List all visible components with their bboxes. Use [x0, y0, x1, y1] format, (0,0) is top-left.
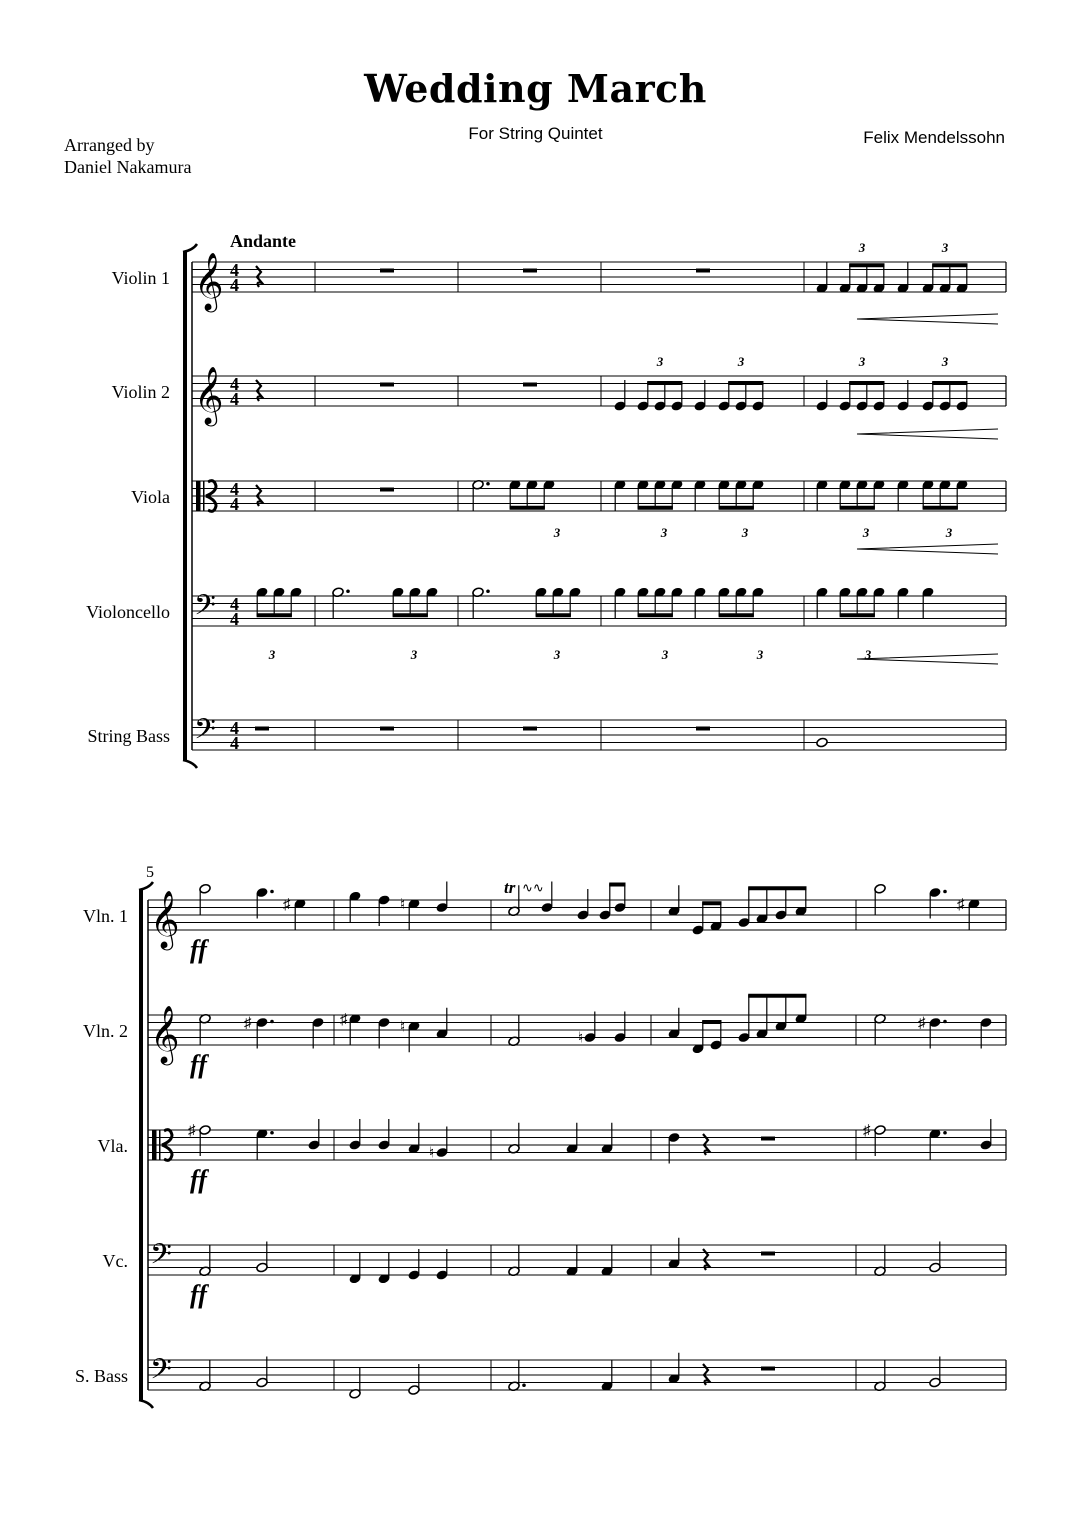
- dynamic-fortissimo: ff: [190, 1280, 207, 1309]
- tuplet-number: 3: [737, 354, 745, 369]
- treble-clef: 𝄞: [194, 367, 224, 423]
- measure-number: 5: [146, 864, 154, 881]
- instrument-label-system1: Violin 1: [111, 268, 170, 288]
- beam: [923, 506, 958, 510]
- time-signature-top: 4: [230, 374, 239, 394]
- tuplet-number: 3: [660, 525, 668, 540]
- sharp-sign: ♯: [188, 1123, 196, 1139]
- sharp-sign: ♯: [863, 1123, 871, 1139]
- treble-clef: 𝄞: [150, 891, 180, 947]
- dynamic-fortissimo: ff: [190, 1050, 207, 1079]
- treble-clef: 𝄞: [194, 253, 224, 309]
- tuplet-number: 3: [553, 525, 561, 540]
- beam: [849, 263, 884, 267]
- beam: [728, 381, 763, 385]
- crescendo-hairpin: [857, 314, 998, 324]
- instrument-label-system2: Vla.: [97, 1136, 128, 1156]
- tuplet-number: 3: [941, 240, 949, 255]
- beam: [719, 506, 754, 510]
- beam: [748, 886, 806, 890]
- augmentation-dot: [270, 1020, 274, 1024]
- bass-clef: 𝄢: [194, 591, 216, 628]
- whole-rest: [761, 1137, 775, 1141]
- tuplet-number: 3: [858, 354, 866, 369]
- system-bracket: [139, 882, 153, 890]
- tuplet-number: 3: [741, 525, 749, 540]
- time-signature-bottom: 4: [230, 494, 239, 514]
- time-signature-bottom: 4: [230, 609, 239, 629]
- sharp-sign: ♯: [340, 1011, 348, 1028]
- tuplet-number: 3: [858, 240, 866, 255]
- beam: [702, 1020, 721, 1024]
- instrument-label-system2: S. Bass: [74, 1366, 128, 1386]
- beam: [510, 506, 545, 510]
- beam: [609, 883, 625, 887]
- beam: [638, 506, 673, 510]
- tuplet-number: 3: [756, 647, 764, 662]
- beam: [257, 613, 292, 617]
- whole-rest: [380, 269, 394, 273]
- whole-rest: [761, 1367, 775, 1371]
- natural-sign: ♮: [400, 896, 406, 913]
- beam: [932, 263, 967, 267]
- tempo-marking: Andante: [230, 231, 297, 251]
- alto-clef: [203, 481, 205, 511]
- tuplet-number: 3: [656, 354, 664, 369]
- tuplet-number: 3: [945, 525, 953, 540]
- tuplet-number: 3: [941, 354, 949, 369]
- natural-sign: ♮: [429, 1145, 435, 1162]
- whole-rest: [696, 727, 710, 731]
- bass-clef: 𝄢: [150, 1355, 172, 1392]
- arranger-label: Arranged by: [64, 135, 155, 155]
- beam: [932, 381, 967, 385]
- arranger-name: Daniel Nakamura: [64, 157, 192, 177]
- system-bracket: [183, 252, 187, 760]
- sharp-sign: ♯: [283, 896, 291, 913]
- alto-clef: [196, 481, 201, 511]
- time-signature-top: 4: [230, 718, 239, 738]
- instrument-label-system1: Violin 2: [111, 382, 170, 402]
- bass-clef: 𝄢: [150, 1240, 172, 1277]
- sharp-sign: ♯: [957, 896, 965, 913]
- whole-rest: [761, 1252, 775, 1256]
- whole-rest: [380, 383, 394, 387]
- trill-wavy-line: ∿∿: [522, 880, 544, 895]
- tuplet-number: 3: [661, 647, 669, 662]
- whole-rest: [523, 383, 537, 387]
- instrument-label-system1: Viola: [131, 487, 170, 507]
- tuplet-number: 3: [268, 647, 276, 662]
- whole-rest: [523, 269, 537, 273]
- system-bracket: [183, 760, 197, 768]
- whole-rest: [523, 727, 537, 731]
- system-bracket: [139, 1400, 153, 1408]
- tuplet-number: 3: [862, 525, 870, 540]
- time-signature-top: 4: [230, 260, 239, 280]
- system-bracket: [183, 244, 197, 252]
- tuplet-number: 3: [553, 647, 561, 662]
- instrument-label-system1: String Bass: [87, 726, 170, 746]
- whole-note: [816, 737, 828, 748]
- whole-rest: [255, 727, 269, 731]
- crescendo-hairpin: [857, 654, 998, 664]
- time-signature-bottom: 4: [230, 389, 239, 409]
- time-signature-bottom: 4: [230, 275, 239, 295]
- trill-marking: tr: [504, 878, 516, 897]
- beam: [849, 381, 884, 385]
- whole-rest: [380, 727, 394, 731]
- sharp-sign: ♯: [918, 1015, 926, 1032]
- beam: [638, 613, 673, 617]
- beam: [748, 994, 806, 998]
- instrument-label-system2: Vln. 1: [83, 906, 128, 926]
- treble-clef: 𝄞: [150, 1006, 180, 1062]
- score-title: Wedding March: [364, 66, 707, 111]
- time-signature-top: 4: [230, 594, 239, 614]
- tuplet-number: 3: [864, 647, 872, 662]
- augmentation-dot: [270, 1131, 274, 1135]
- dynamic-fortissimo: ff: [190, 1165, 207, 1194]
- whole-rest: [380, 488, 394, 492]
- natural-sign: ♮: [578, 1030, 584, 1047]
- beam: [719, 613, 754, 617]
- beam: [393, 613, 428, 617]
- instrument-label-system1: Violoncello: [86, 602, 170, 622]
- augmentation-dot: [486, 482, 490, 486]
- time-signature-top: 4: [230, 479, 239, 499]
- beam: [647, 381, 682, 385]
- beam: [840, 506, 875, 510]
- score-subtitle: For String Quintet: [468, 124, 603, 143]
- beam: [536, 613, 571, 617]
- whole-rest: [696, 269, 710, 273]
- augmentation-dot: [943, 890, 947, 894]
- composer: Felix Mendelssohn: [863, 128, 1005, 147]
- system-bracket: [139, 890, 143, 1400]
- tuplet-number: 3: [410, 647, 418, 662]
- augmentation-dot: [943, 1131, 947, 1135]
- instrument-label-system2: Vc.: [102, 1251, 128, 1271]
- augmentation-dot: [346, 589, 350, 593]
- beam: [702, 901, 721, 905]
- instrument-label-system2: Vln. 2: [83, 1021, 128, 1041]
- augmentation-dot: [486, 589, 490, 593]
- augmentation-dot: [943, 1020, 947, 1024]
- sharp-sign: ♯: [244, 1015, 252, 1032]
- beam: [840, 613, 875, 617]
- augmentation-dot: [522, 1383, 526, 1387]
- natural-sign: ♮: [400, 1019, 406, 1036]
- alto-clef: [152, 1130, 157, 1160]
- augmentation-dot: [270, 890, 274, 894]
- alto-clef: [159, 1130, 161, 1160]
- crescendo-hairpin: [857, 544, 998, 554]
- dynamic-fortissimo: ff: [190, 935, 207, 964]
- time-signature-bottom: 4: [230, 733, 239, 753]
- bass-clef: 𝄢: [194, 715, 216, 752]
- crescendo-hairpin: [857, 429, 998, 439]
